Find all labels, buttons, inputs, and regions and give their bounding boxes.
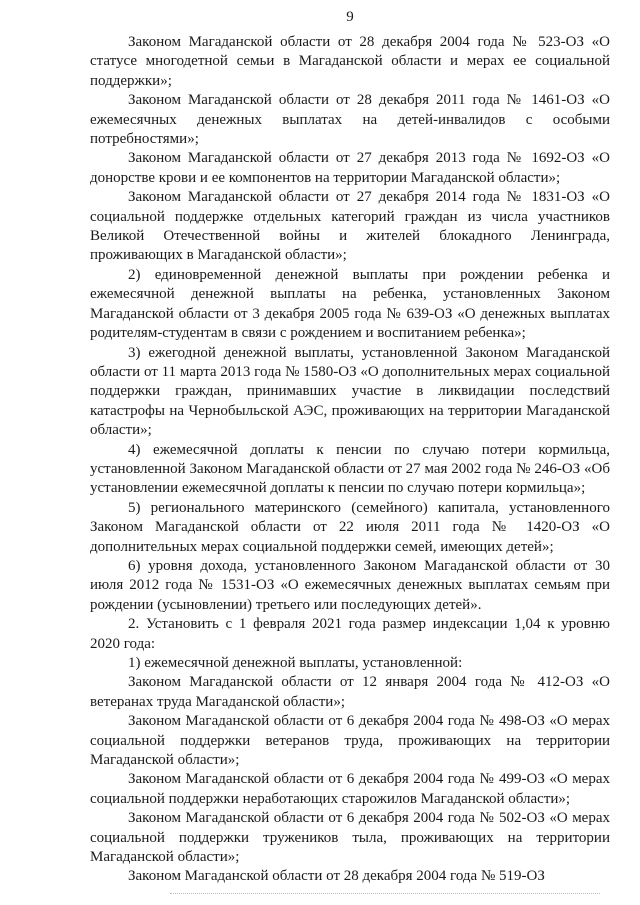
paragraph-law-1692: Законом Магаданской области от 27 декабря 2013 года № 1692-ОЗ «О донорстве крови и ее компонентов на территории Магаданской области»; bbox=[90, 150, 610, 186]
paragraph-law-1831: Законом Магаданской области от 27 декабря 2014 года № 1831-ОЗ «О социальной поддержке отдельных категорий граждан из числа участников Великой Отечественной войны и жителей блокадного Ленинграда, проживающих в Магаданской области»; bbox=[90, 189, 610, 264]
paragraph-law-502: Законом Магаданской области от 6 декабря 2004 года № 502-ОЗ «О мерах социальной поддержки тружеников тыла, проживающих на территории Магаданской области»; bbox=[90, 810, 610, 866]
paragraph-item-3: 3) ежегодной денежной выплаты, установленной Законом Магаданской области от 11 марта 2013 года № 1580-ОЗ «О дополнительных мерах социальной поддержки граждан, принимавших участие в ликвидации последствий катастрофы на Чернобыльской АЭС, проживающих на территории Магаданской области»; bbox=[90, 344, 610, 439]
paragraph-law-523: Законом Магаданской области от 28 декабря 2004 года № 523-ОЗ «О статусе многодетной семьи в Магаданской области и мерах ее социальной поддержки»; bbox=[90, 34, 610, 89]
paragraph-law-498: Законом Магаданской области от 6 декабря 2004 года № 498-ОЗ «О мерах социальной поддержки ветеранов труда, проживающих на территории Магаданской области»; bbox=[90, 713, 610, 769]
footer-rule bbox=[170, 893, 600, 894]
page-number: 9 bbox=[346, 9, 354, 25]
document-body bbox=[90, 33, 610, 887]
paragraph-item-4: 4) ежемесячной доплаты к пенсии по случаю потери кормильца, установленной Законом Магаданской области от 27 мая 2002 года № 246-ОЗ «Об установлении ежемесячной доплаты к пенсии по случаю потери кормильца»; bbox=[90, 441, 610, 497]
paragraph-section-2: 2. Установить с 1 февраля 2021 года размер индексации 1,04 к уровню 2020 года: bbox=[90, 616, 610, 652]
paragraph-item-5: 5) регионального материнского (семейного) капитала, установленного Законом Магаданской области от 22 июля 2011 года № 1420-ОЗ «О дополнительных мерах социальной поддержки семей, имеющих детей»; bbox=[90, 499, 610, 555]
paragraph-law-412: Законом Магаданской области от 12 января 2004 года № 412-ОЗ «О ветеранах труда Магаданской области»; bbox=[90, 674, 610, 710]
paragraph-item-6: 6) уровня дохода, установленного Законом Магаданской области от 30 июля 2012 года № 1531-ОЗ «О ежемесячных денежных выплатах семьям при рождении (усыновлении) третьего или последующих детей». bbox=[90, 557, 610, 613]
paragraph-law-519: Законом Магаданской области от 28 декабря 2004 года № 519-ОЗ bbox=[128, 868, 545, 885]
paragraph-section-2-item-1: 1) ежемесячной денежной выплаты, установленной: bbox=[128, 655, 463, 671]
paragraph-item-2: 2) единовременной денежной выплаты при рождении ребенка и ежемесячной денежной выплаты на ребенка, установленных Законом Магаданской области от 3 декабря 2005 года № 639-ОЗ «О денежных выплатах родителям-студентам в связи с рождением и воспитанием ребенка»; bbox=[90, 266, 610, 342]
paragraph-law-499: Законом Магаданской области от 6 декабря 2004 года № 499-ОЗ «О мерах социальной поддержки неработающих старожилов Магаданской области»; bbox=[90, 771, 610, 807]
paragraph-law-1461: Законом Магаданской области от 28 декабря 2011 года № 1461-ОЗ «О ежемесячных денежных выплатах на детей-инвалидов с особыми потребностями»; bbox=[90, 92, 610, 148]
